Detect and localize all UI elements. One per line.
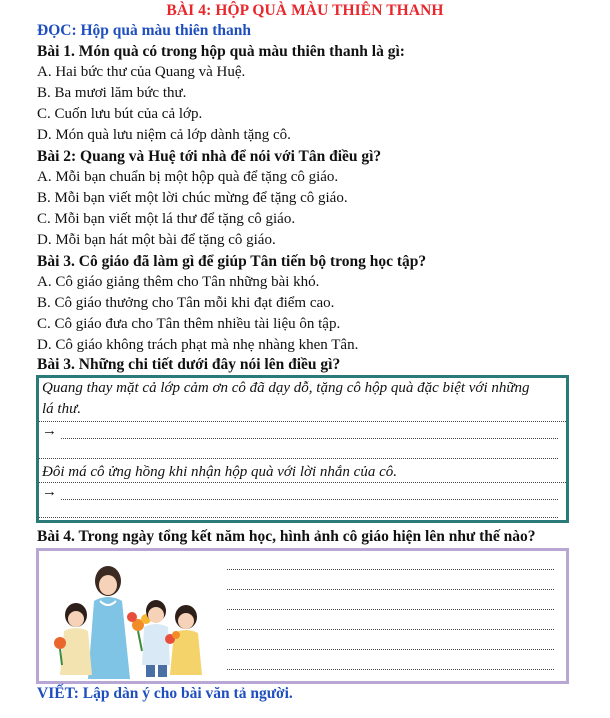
separator-line [39,482,566,483]
question-2-option-c: C. Mỗi bạn viết một lá thư để tặng cô giáo. [37,211,296,227]
arrow-icon: → [42,423,57,439]
detail-1-line-2: lá thư. [42,401,82,417]
question-3-option-a: A. Cô giáo giảng thêm cho Tân những bài khó. [37,274,320,290]
question-1: Bài 1. Món quà có trong hộp quà màu thiên thanh là gì: [37,43,405,60]
question-2-option-a: A. Mỗi bạn chuẩn bị một hộp quà để tặng cô giáo. [37,169,339,185]
question-1-option-a: A. Hai bức thư của Quang và Huệ. [37,64,246,80]
answer-line-6[interactable] [227,669,554,670]
question-2: Bài 2: Quang và Huệ tới nhà để nói với Tân điều gì? [37,148,382,165]
question-4-answer-box [36,548,569,684]
question-2-option-b: B. Mỗi bạn viết một lời chúc mừng để tặng cô giáo. [37,190,348,206]
detail-2: Đôi má cô ửng hồng khi nhận hộp quà với lời nhắn của cô. [42,464,397,480]
answer-line-5[interactable] [227,649,554,650]
question-1-option-b: B. Ba mươi lăm bức thư. [37,85,187,101]
question-4: Bài 4. Trong ngày tổng kết năm học, hình ảnh cô giáo hiện lên như thế nào? [37,528,536,545]
question-3: Bài 3. Cô giáo đã làm gì để giúp Tân tiến bộ trong học tập? [37,253,427,270]
answer-line-2[interactable] [39,458,558,459]
writing-heading: VIẾT: Lập dàn ý cho bài văn tả người. [37,685,293,702]
answer-line-3[interactable] [61,499,558,500]
question-3-option-c: C. Cô giáo đưa cho Tân thêm nhiều tài liệu ôn tập. [37,316,341,332]
arrow-icon: → [42,484,57,500]
answer-line-4[interactable] [227,629,554,630]
question-3-option-d: D. Cô giáo không trách phạt mà nhẹ nhàng khen Tân. [37,337,359,353]
reading-heading: ĐỌC: Hộp quà màu thiên thanh [37,22,252,39]
teacher-with-students-illustration [46,555,216,679]
answer-line-3[interactable] [227,609,554,610]
answer-line-2[interactable] [227,589,554,590]
details-answer-box [36,375,569,523]
question-3b: Bài 3. Những chi tiết dưới đây nói lên điều gì? [37,356,341,373]
lesson-title: BÀI 4: HỘP QUÀ MÀU THIÊN THANH [166,2,444,19]
answer-line-1[interactable] [227,569,554,570]
detail-1-line-1: Quang thay mặt cả lớp cảm ơn cô đã dạy dỗ, tặng cô hộp quà đặc biệt với những [42,380,530,396]
answer-line-1[interactable] [61,438,558,439]
question-1-option-c: C. Cuốn lưu bút của cả lớp. [37,106,203,122]
question-2-option-d: D. Mỗi bạn hát một bài để tặng cô giáo. [37,232,276,248]
answer-line-4[interactable] [39,517,558,518]
question-3-option-b: B. Cô giáo thưởng cho Tân mỗi khi đạt điểm cao. [37,295,335,311]
question-1-option-d: D. Món quà lưu niệm cả lớp dành tặng cô. [37,127,291,143]
separator-line [39,421,566,422]
